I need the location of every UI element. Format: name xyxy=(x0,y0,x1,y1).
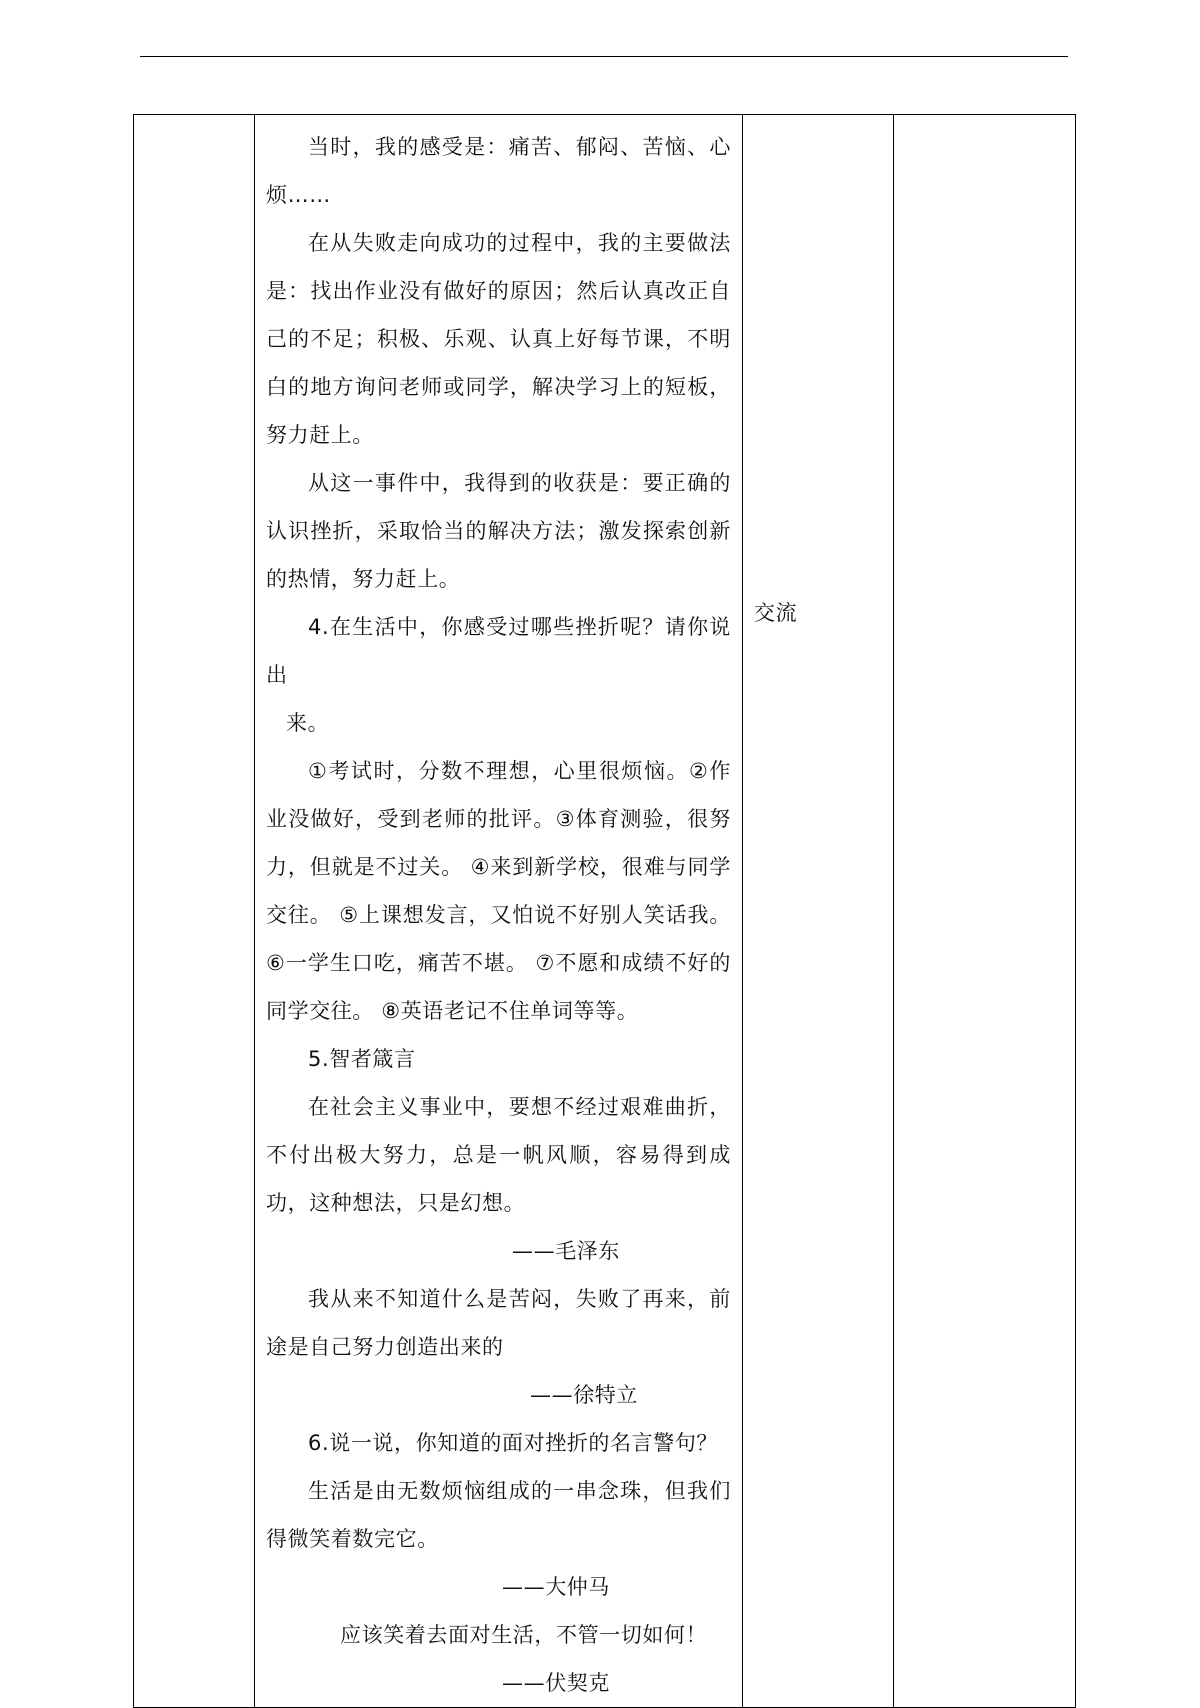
paragraph-approach: 在从失败走向成功的过程中，我的主要做法是：找出作业没有做好的原因；然后认真改正自己的不足；积极、乐观、认真上好每节课，不明白的地方询问老师或同学，解决学习上的短板，努力赶上。 xyxy=(266,231,731,447)
quote-mao: 在社会主义事业中，要想不经过艰难曲折，不付出极大努力，总是一帆风顺，容易得到成功，这种想法，只是幻想。 xyxy=(266,1095,731,1215)
paragraph-feelings: 当时，我的感受是：痛苦、郁闷、苦恼、心烦…… xyxy=(266,135,731,207)
notes-cell xyxy=(894,115,1076,1708)
activity-label: 交流 xyxy=(754,601,798,625)
attribution-fucik: ——伏契克 xyxy=(502,1671,610,1695)
lesson-plan-table xyxy=(133,114,1076,1708)
paragraph-setbacks-list: ①考试时，分数不理想，心里很烦恼。②作业没做好，受到老师的批评。③体育测验，很努力，但就是不过关。 ④来到新学校，很难与同学交往。 ⑤上课想发言，又怕说不好别人笑话我。⑥一学生口吃，痛苦不堪。 ⑦不愿和成绩不好的同学交往。 ⑧英语老记不住单词等等。 xyxy=(266,759,731,1023)
question-4: 4.在生活中，你感受过哪些挫折呢？请你说出 xyxy=(266,615,731,687)
stage-cell xyxy=(134,115,255,1708)
table-row xyxy=(134,115,1076,1708)
paragraph-gains: 从这一事件中，我得到的收获是：要正确的认识挫折，采取恰当的解决方法；激发探索创新的热情，努力赶上。 xyxy=(266,471,731,591)
section-5-heading: 5.智者箴言 xyxy=(308,1047,416,1071)
question-4-continued: 来。 xyxy=(286,711,330,735)
teaching-content-cell xyxy=(255,115,743,1708)
quote-xu: 我从来不知道什么是苦闷，失败了再来，前途是自己努力创造出来的 xyxy=(266,1287,731,1359)
question-6: 6.说一说，你知道的面对挫折的名言警句？ xyxy=(308,1431,719,1455)
header-rule xyxy=(140,56,1068,57)
quote-dumas: 生活是由无数烦恼组成的一串念珠，但我们得微笑着数完它。 xyxy=(266,1479,731,1551)
attribution-mao: ——毛泽东 xyxy=(512,1239,620,1263)
quote-fucik: 应该笑着去面对生活，不管一切如何！ xyxy=(340,1623,708,1647)
attribution-xu: ——徐特立 xyxy=(530,1383,638,1407)
student-activity-cell xyxy=(743,115,894,1708)
attribution-dumas: ——大仲马 xyxy=(502,1575,610,1599)
